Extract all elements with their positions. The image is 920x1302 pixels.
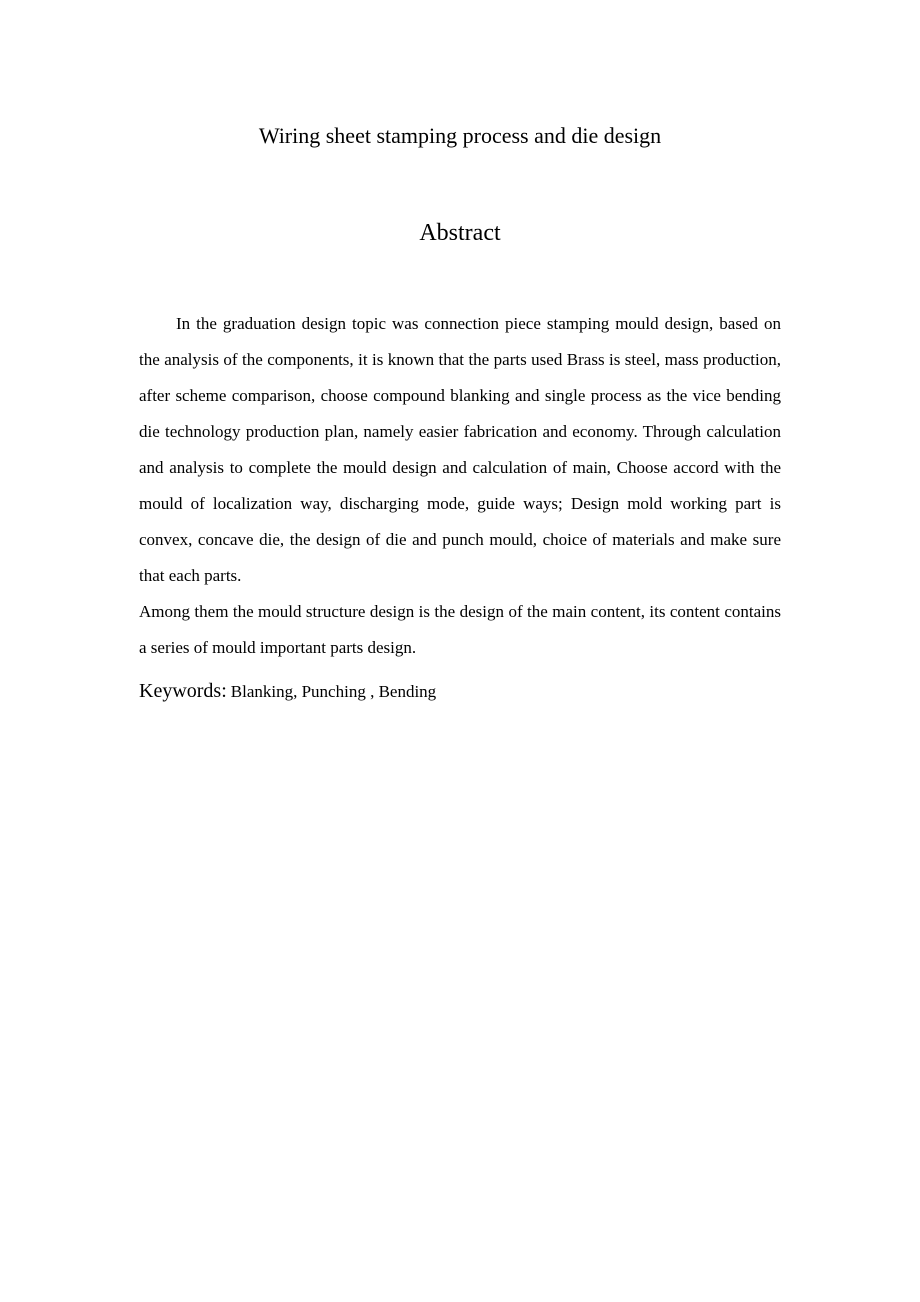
abstract-paragraph: In the graduation design topic was connection piece stamping mould design, based on the analysis of the components, it is known that the parts used Brass is steel, mass production, after scheme comparison, choose compound blanking and single process as the vice bending die technology production plan, namely easier fabrication and economy. Through calculation and analysis to complete the mould design and calculation of main, Choose accord with the mould of localization way, discharging mode, guide ways; Design mold working part is convex, concave die, the design of die and punch mould, choice of materials and make sure that each parts. [139, 314, 781, 585]
abstract-heading: Abstract [419, 220, 501, 246]
abstract-paragraph: Among them the mould structure design is the design of the main content, its content contains a series of mould important parts design. [139, 602, 781, 657]
abstract-body [139, 306, 781, 666]
keywords-label: Keywords: [139, 680, 227, 702]
document-title: Wiring sheet stamping process and die design [258, 123, 662, 148]
keywords-list: Blanking, Punching , Bending [230, 682, 437, 701]
keywords-line [139, 676, 781, 708]
